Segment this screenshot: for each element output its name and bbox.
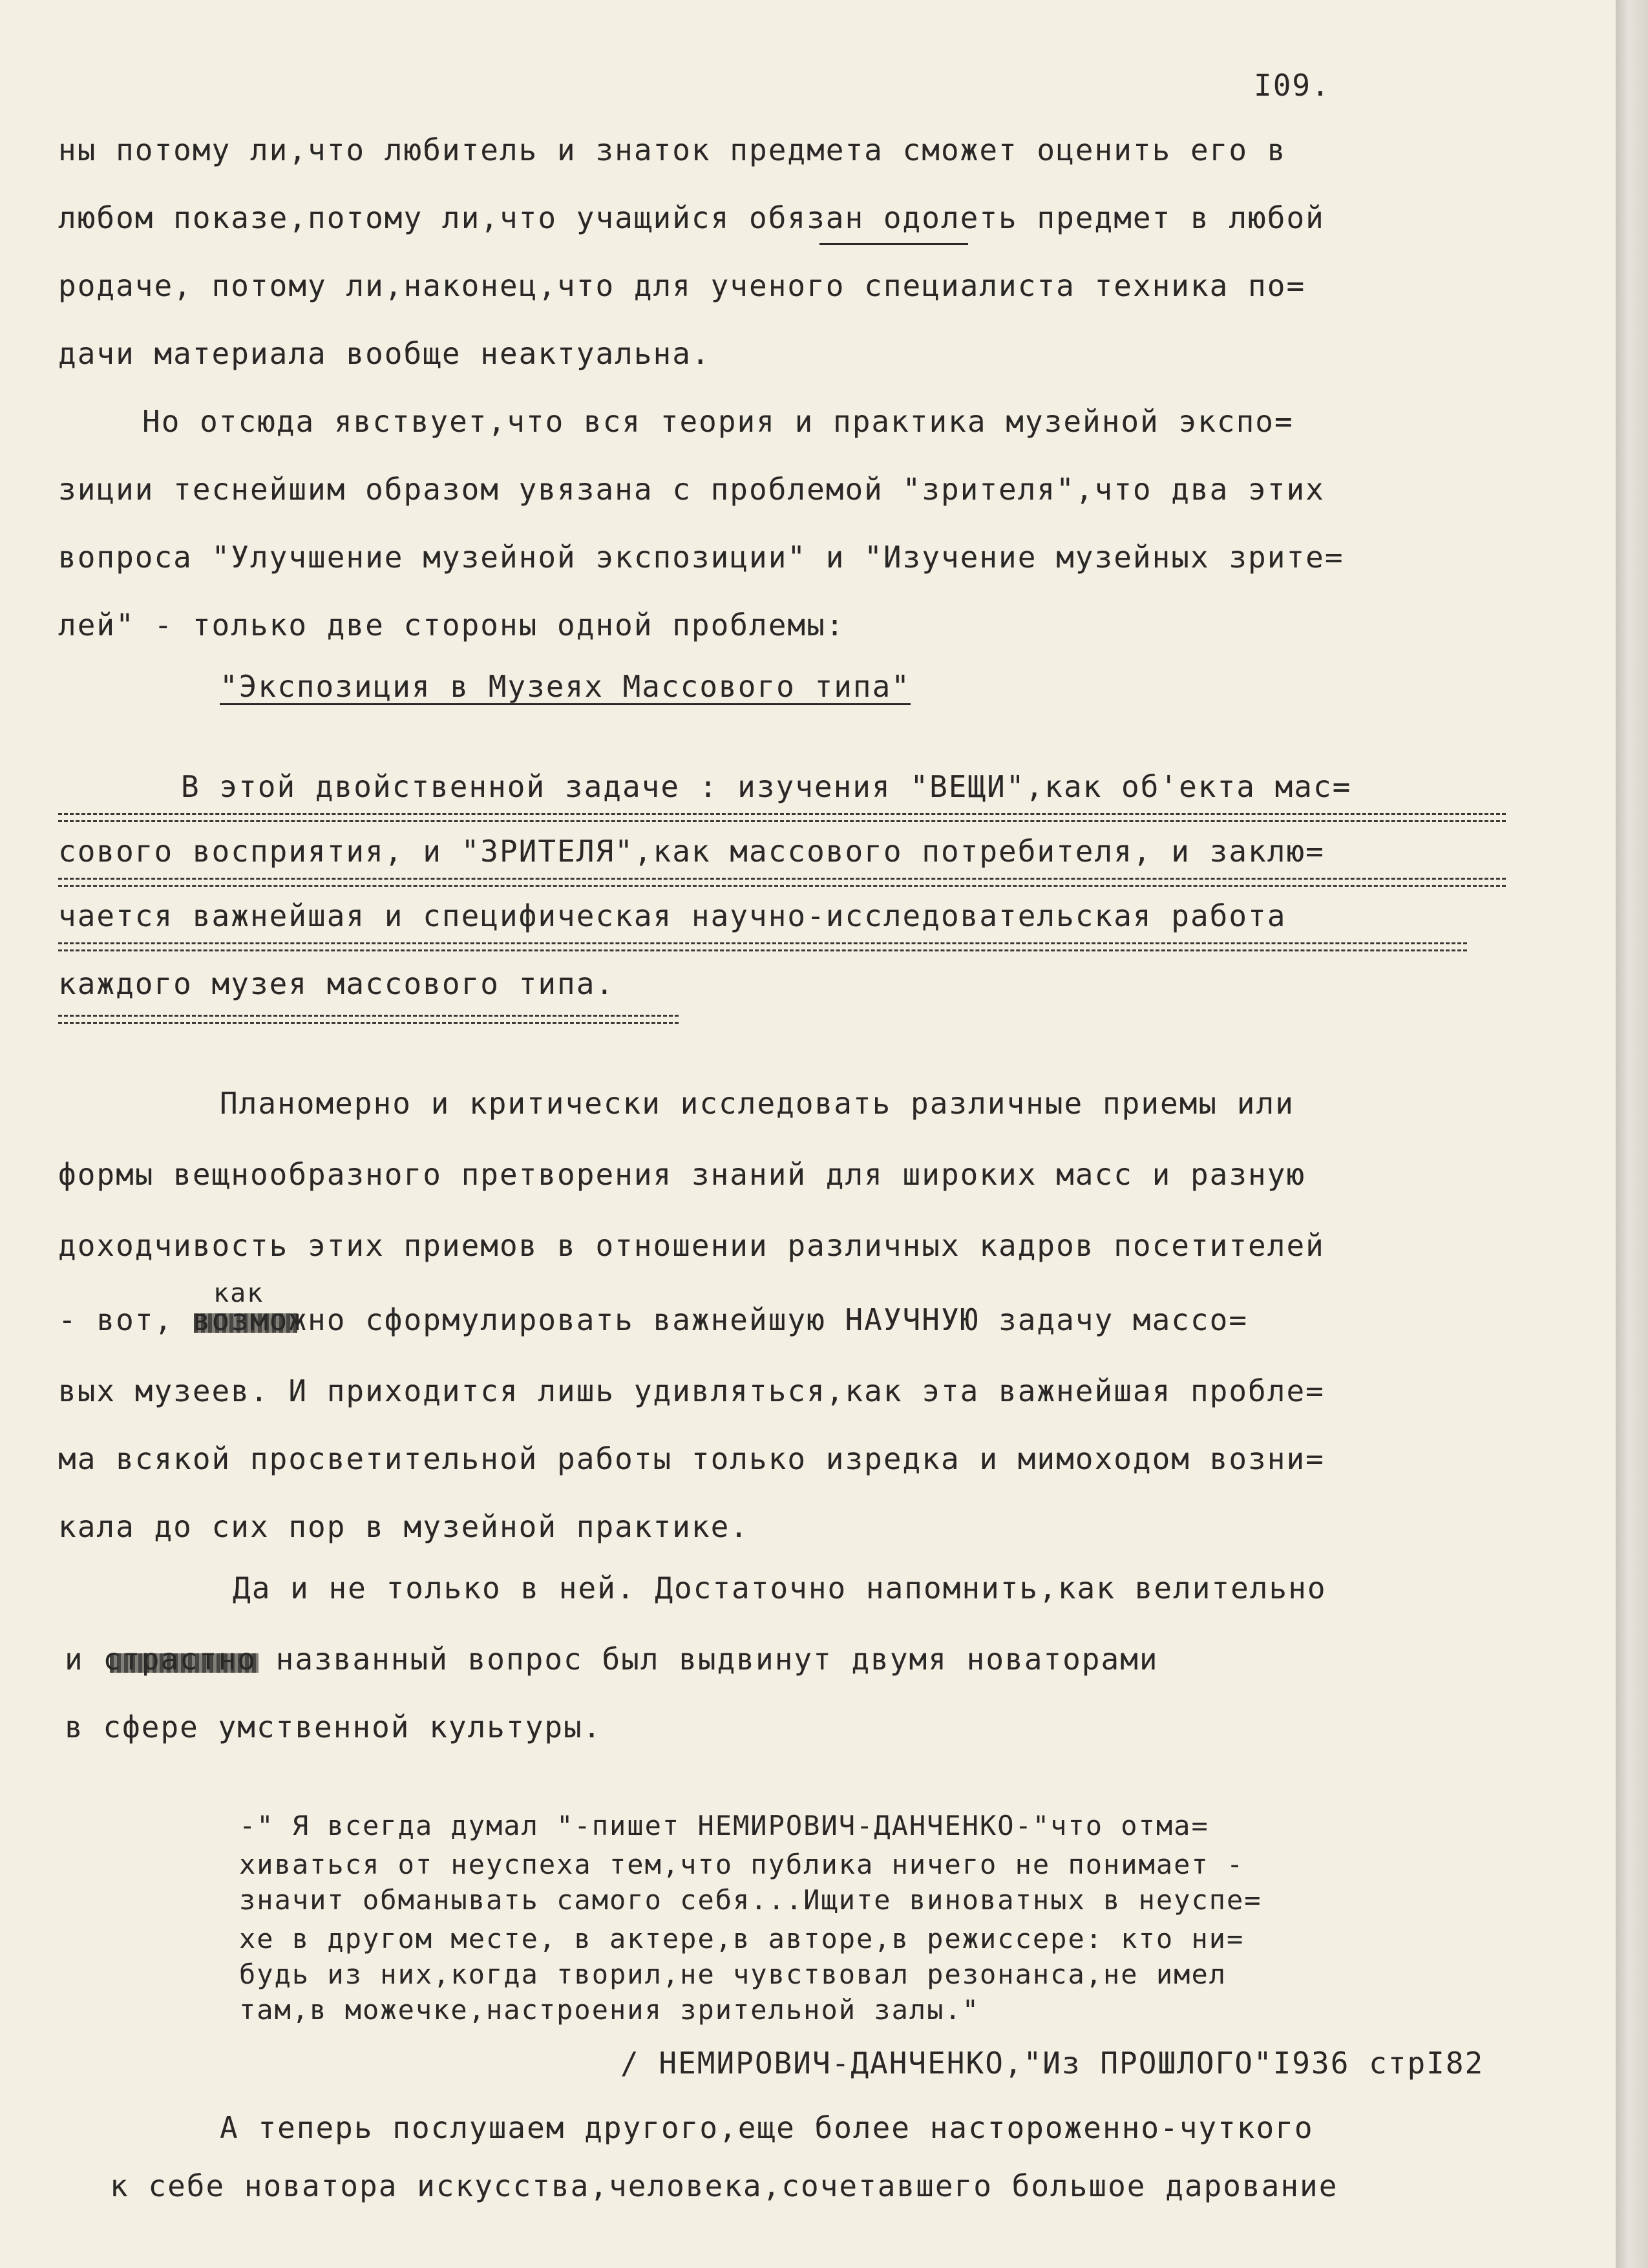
text-line: дачи материала вообще неактуальна.	[58, 336, 711, 371]
text-line: Но отсюда явствует,что вся теория и практика музейной экспо=	[142, 404, 1294, 439]
quote-line: значит обманывать самого себя...Ищите виноватных в неуспе=	[239, 1884, 1262, 1916]
text-line: кала до сих пор в музейной практике.	[58, 1509, 749, 1544]
quote-line: хе в другом месте, в актере,в авторе,в режиссере: кто ни=	[239, 1923, 1245, 1955]
text-line: вых музеев. И приходится лишь удивляться,как эта важнейшая пробле=	[58, 1373, 1325, 1408]
quote-line: будь из них,когда творил,не чувствовал резонанса,не имел	[239, 1958, 1227, 1990]
text-line: лей" - только две стороны одной проблемы:	[58, 608, 845, 642]
page-number: I09.	[1254, 68, 1331, 103]
text-line: зиции теснейшим образом увязана с проблемой "зрителя",что два этих	[58, 472, 1325, 507]
word-underline	[819, 243, 968, 245]
emphasis-line: чается важнейшая и специфическая научно-исследовательская работа	[58, 898, 1287, 933]
text-line: Планомерно и критически исследовать различные приемы или	[220, 1086, 1294, 1121]
citation: / НЕМИРОВИЧ-ДАНЧЕНКО,"Из ПРОШЛОГО"I936 стрI82	[620, 2046, 1484, 2081]
text-line: - вот, возможно сформулировать важнейшую НАУЧНУЮ задачу массо=	[58, 1302, 1249, 1337]
quote-line: там,в можечке,настроения зрительной залы."	[239, 1994, 980, 2026]
text-line: вопроса "Улучшение музейной экспозиции" и "Изучение музейных зрите=	[58, 540, 1344, 575]
text-line: в сфере умственной культуры.	[65, 1710, 602, 1744]
double-underline	[58, 813, 1506, 822]
page-edge	[1616, 0, 1648, 2268]
text-line: Да и не только в ней. Достаточно напомнить,как велительно	[233, 1571, 1327, 1606]
text-line: любом показе,потому ли,что учащийся обязан одолеть предмет в любой	[58, 200, 1325, 235]
double-underline	[58, 878, 1506, 887]
double-underline	[58, 1015, 679, 1024]
text-line: доходчивость этих приемов в отношении различных кадров посетителей	[58, 1228, 1325, 1263]
emphasis-line: сового восприятия, и "ЗРИТЕЛЯ",как массового потребителя, и заклю=	[58, 834, 1325, 869]
text-line: и страстно названный вопрос был выдвинут двумя новаторами	[65, 1642, 1159, 1677]
quote-line: -" Я всегда думал "-пишет НЕМИРОВИЧ-ДАНЧЕНКО-"что отма=	[239, 1810, 1209, 1841]
text-line: к себе новатора искусства,человека,сочетавшего большое дарование	[110, 2168, 1338, 2203]
emphasis-line: каждого музея массового типа.	[58, 966, 615, 1001]
text-line: формы вещнообразного претворения знаний для широких масс и разную	[58, 1157, 1306, 1192]
handwritten-insertion: как	[213, 1278, 264, 1308]
quote-line: хиваться от неуспеха тем,что публика ничего не понимает -	[239, 1849, 1245, 1880]
text-line: ма всякой просветительной работы только изредка и мимоходом возни=	[58, 1441, 1325, 1476]
text-line: А теперь послушаем другого,еще более настороженно-чуткого	[220, 2110, 1314, 2145]
double-underline	[58, 942, 1467, 951]
emphasis-line: В этой двойственной задаче : изучения "ВЕЩИ",как об'екта мас=	[181, 769, 1352, 804]
section-title: "Экспозиция в Музеях Массового типа"	[220, 669, 911, 704]
text-line: ны потому ли,что любитель и знаток предмета сможет оценить его в	[58, 132, 1287, 167]
text-line: родаче, потому ли,наконец,что для ученого специалиста техника по=	[58, 268, 1306, 303]
